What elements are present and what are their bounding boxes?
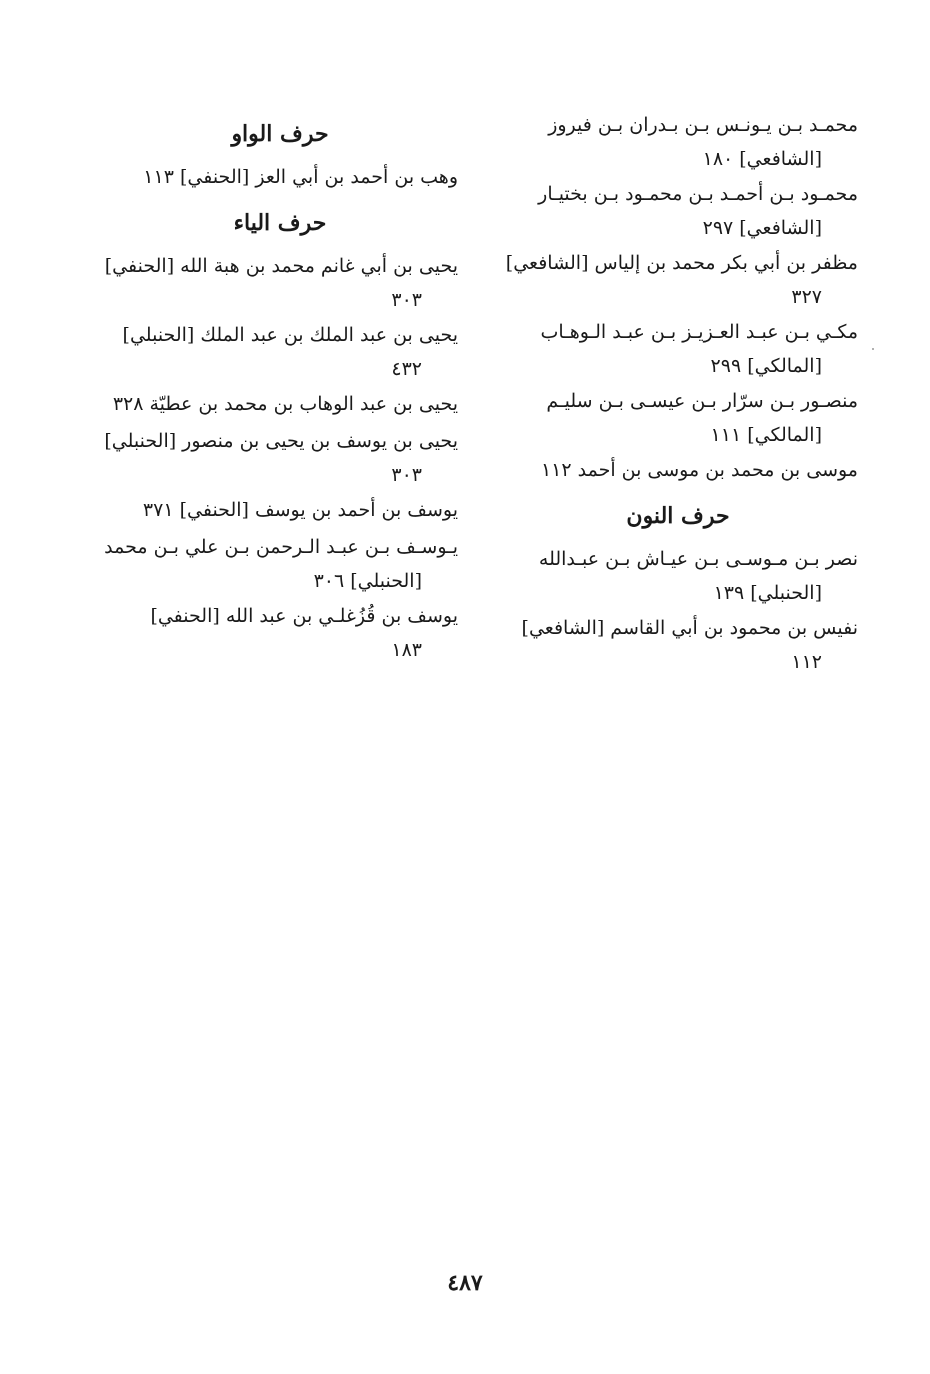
stray-ink-dot (872, 348, 874, 350)
index-entry (498, 108, 858, 175)
entry-text: نفيس بن محمود بن أبي القاسم [الشافعي] (521, 617, 858, 639)
entry-tail: ١١٢ (791, 651, 822, 673)
entry-text: يحيى بن يوسف بن يحيى بن منصور [الحنبلي] (104, 430, 458, 452)
entry-text: يحيى بن عبد الملك بن عبد الملك [الحنبلي] (122, 324, 458, 346)
entry-tail: ٤٣٢ (391, 358, 422, 380)
left-column (102, 108, 458, 668)
entry-tail: [الحنبلي] ١٣٩ (713, 582, 822, 604)
entry-text: يوسف بن قُزُغلـي بن عبد الله [الحنفي] (150, 605, 458, 627)
entry-tail: [المالكي] ٢٩٩ (710, 355, 822, 377)
right-column (498, 108, 858, 680)
index-entry (102, 424, 458, 491)
entry-tail: [المالكي] ١١١ (710, 424, 822, 446)
entry-text: محمـد بـن يـونـس بـن بـدران بـن فيروز (548, 114, 858, 136)
index-entry (498, 542, 858, 609)
entry-tail: ٣٠٣ (391, 289, 422, 311)
entry-text: وهب بن أحمد بن أبي العز [الحنفي] ١١٣ (143, 166, 458, 188)
index-entry (498, 315, 858, 382)
entry-text: يحيى بن عبد الوهاب بن محمد بن عطيّة ٣٢٨ (112, 393, 458, 415)
entry-tail: [الحنبلي] ٣٠٦ (313, 570, 422, 592)
entry-text: منصـور بـن سرّار بـن عيسـى بـن سليـم (546, 390, 858, 412)
entry-text: يحيى بن أبي غانم محمد بن هبة الله [الحنفي] (104, 255, 458, 277)
page-number: ٤٨٧ (447, 1270, 483, 1296)
section-heading-noon: حرف النون (626, 503, 730, 529)
index-entry (498, 453, 858, 488)
entry-text: مكـي بـن عبـد العـزيـز بـن عبـد الـوهـاب (540, 321, 858, 343)
entry-tail: ٣٢٧ (791, 286, 822, 308)
index-entry (102, 318, 458, 385)
section-heading-ya: حرف الياء (233, 210, 327, 236)
entry-text: مظفر بن أبي بكر محمد بن إلياس [الشافعي] (505, 252, 858, 274)
index-entry (102, 249, 458, 316)
index-entry (498, 611, 858, 678)
index-entry (498, 246, 858, 313)
entry-text: نصر بـن مـوسـى بـن عيـاش بـن عبـدالله (538, 548, 858, 570)
index-entry (102, 599, 458, 666)
entry-text: موسى بن محمد بن موسى بن أحمد ١١٢ (540, 459, 858, 481)
index-entry (102, 530, 458, 597)
entry-tail: [الشافعي] ٢٩٧ (702, 217, 822, 239)
entry-text: محمـود بـن أحمـد بـن محمـود بـن بختيـار (538, 183, 858, 205)
entry-tail: [الشافعي] ١٨٠ (702, 148, 822, 170)
index-entry (102, 387, 458, 422)
index-entry (498, 177, 858, 244)
index-entry (498, 384, 858, 451)
index-entry (102, 160, 458, 195)
index-entry (102, 493, 458, 528)
entry-text: يـوسـف بـن عبـد الـرحمن بـن علي بـن محمد (104, 536, 458, 558)
entry-text: يوسف بن أحمد بن يوسف [الحنفي] ٣٧١ (142, 499, 458, 521)
entry-tail: ٣٠٣ (391, 464, 422, 486)
entry-tail: ١٨٣ (391, 639, 422, 661)
section-heading-waw: حرف الواو (231, 121, 329, 147)
